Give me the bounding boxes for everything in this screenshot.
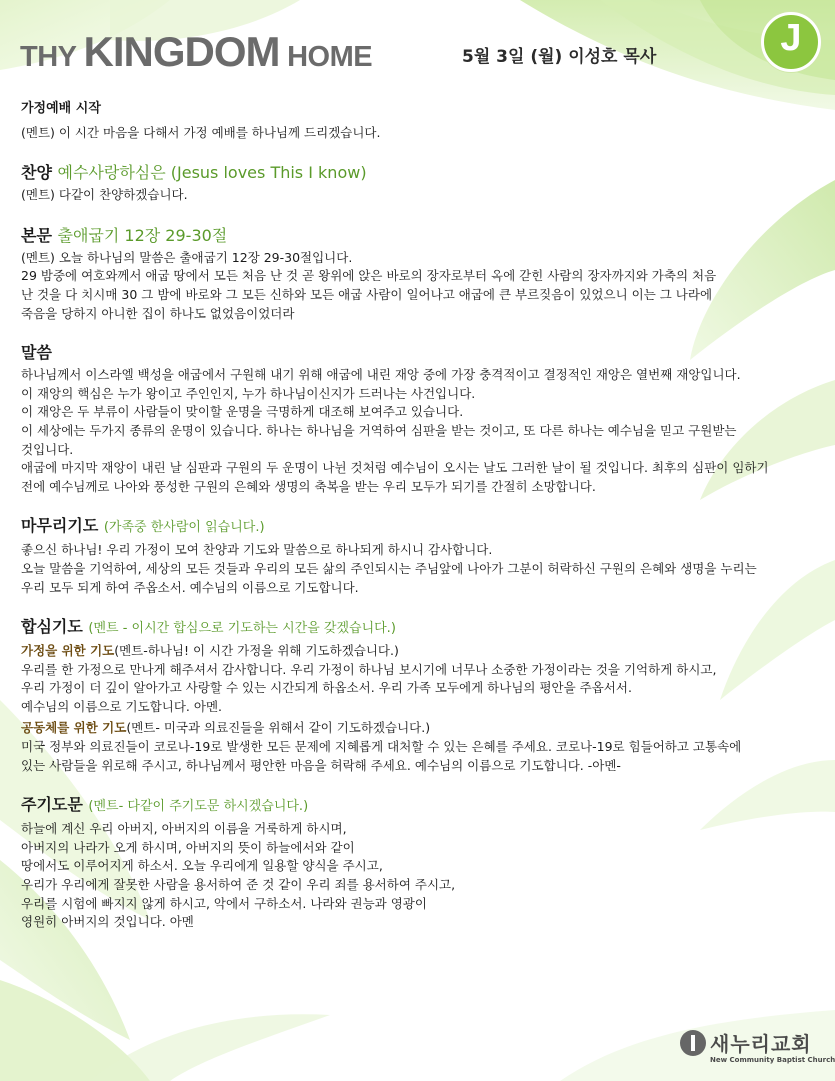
- closing-prayer-heading: [21, 515, 821, 539]
- closing-prayer-line: 좋으신 하나님! 우리 가정이 모여 찬양과 기도와 말씀으로 하나되게 하시니 감사합니다.: [21, 542, 493, 558]
- lords-prayer-label: 주기도문: [21, 795, 83, 815]
- section-sermon: [21, 342, 821, 496]
- family-prayer-label: 가정을 위한 기도: [21, 643, 115, 659]
- church-english-name: New Community Baptist Church: [710, 1056, 835, 1064]
- title-home: HOME: [279, 41, 373, 73]
- sermon-line: 애굽에 마지막 재앙이 내린 날 심판과 구원의 두 운명이 나뉜 것처럼 예수님이 오시는 날도 그러한 날이 될 것입니다. 최후의 심판이 임하기: [21, 460, 769, 476]
- sermon-line: 것입니다.: [21, 441, 74, 457]
- hymn-text: (멘트) 다같이 찬양하겠습니다.: [21, 187, 188, 203]
- unison-prayer-heading: [21, 616, 821, 640]
- scripture-line: 죽음을 당하지 아니한 집이 하나도 없었음이었더라: [21, 305, 295, 321]
- scripture-ref: 출애굽기 12장 29-30절: [57, 225, 228, 245]
- title-kingdom: KINGDOM: [83, 28, 280, 75]
- family-prayer-intro: [21, 642, 821, 661]
- church-mark-icon: [680, 1030, 706, 1056]
- unison-prayer-label: 합심기도: [21, 617, 83, 637]
- section-scripture: [21, 225, 821, 323]
- intro-text: (멘트) 이 시간 마음을 다해서 가정 예배를 하나님께 드리겠습니다.: [21, 124, 381, 140]
- hymn-heading: [21, 162, 821, 184]
- lords-prayer-heading: [21, 794, 821, 818]
- family-prayer-line: 우리 가정이 더 깊이 알아가고 사랑할 수 있는 시간되게 하옵소서. 우리 가족 모두에게 하나님의 평안을 주옵서서.: [21, 680, 632, 696]
- hymn-title: 예수사랑하심은 (Jesus loves This I know): [57, 163, 367, 183]
- church-logo: [680, 1030, 835, 1076]
- lords-prayer-line: 우리를 시험에 빠지지 않게 하시고, 악에서 구하소서. 나라와 권능과 영광이: [21, 895, 427, 911]
- section-hymn: [21, 162, 821, 205]
- page-title: [20, 28, 372, 76]
- family-prayer-line: 예수님의 이름으로 기도합니다. 아멘.: [21, 698, 222, 714]
- family-prayer-ment: (멘트-하나님! 이 시간 가정을 위해 기도하겠습니다.): [114, 643, 399, 659]
- section-intro: [21, 100, 821, 142]
- sermon-line: 이 세상에는 두가지 종류의 운명이 있습니다. 하나는 하나님을 거역하여 심판을 받는 것이고, 또 다른 하나는 예수님을 믿고 구원받는: [21, 422, 737, 438]
- community-prayer-label: 공동체를 위한 기도: [21, 720, 127, 736]
- logo-letter: J: [780, 17, 802, 59]
- closing-prayer-label: 마무리기도: [21, 516, 99, 536]
- church-name: 새누리교회: [710, 1032, 812, 1056]
- sermon-line: 이 재앙은 두 부류이 사람들이 맞이할 운명을 극명하게 대조해 보여주고 있습니다.: [21, 404, 464, 420]
- community-prayer-line: 있는 사람들을 위로해 주시고, 하나님께서 평안한 마음을 허락해 주세요. 예수님의 이름으로 기도합니다. -아멘-: [21, 757, 621, 773]
- intro-heading: 가정예배 시작: [21, 101, 101, 116]
- worship-guide: [21, 100, 821, 932]
- scripture-line: (멘트) 오늘 하나님의 말씀은 출애굽기 12장 29-30절입니다.: [21, 249, 353, 265]
- closing-prayer-line: 우리 모두 되게 하여 주옵소서. 예수님의 이름으로 기도합니다.: [21, 579, 359, 595]
- scripture-line: 29 밤중에 여호와께서 애굽 땅에서 모든 처음 난 것 곧 왕위에 앉은 바로의 장자로부터 옥에 갇힌 사람의 장자까지와 가축의 처음: [21, 268, 717, 284]
- community-prayer-intro: [21, 719, 821, 738]
- unison-prayer-note: (멘트 - 이시간 합심으로 기도하는 시간을 갖겠습니다.): [88, 621, 396, 637]
- closing-prayer-line: 오늘 말씀을 기억하여, 세상의 모든 것들과 우리의 모든 삶의 주인되시는 주님앞에 나아가 그분이 허락하신 구원의 은혜와 생명을 누리는: [21, 560, 757, 576]
- page-header: [0, 0, 835, 90]
- sermon-line: 이 재앙의 핵심은 누가 왕이고 주인인지, 누가 하나님이신지가 드러나는 사건입니다.: [21, 385, 476, 401]
- lords-prayer-line: 땅에서도 이루어지게 하소서. 오늘 우리에게 일용할 양식을 주시고,: [21, 858, 383, 874]
- community-prayer-ment: (멘트- 미국과 의료진들을 위해서 같이 기도하겠습니다.): [126, 720, 431, 736]
- family-prayer-line: 우리를 한 가정으로 만나게 해주셔서 감사합니다. 우리 가정이 하나님 보시기에 너무나 소중한 가정이라는 것을 기억하게 하시고,: [21, 661, 717, 677]
- scripture-heading: [21, 225, 821, 247]
- section-closing-prayer: [21, 515, 821, 597]
- closing-prayer-note: (가족중 한사람이 읽습니다.): [103, 520, 265, 536]
- sermon-line: 전에 예수님께로 나아와 풍성한 구원의 은혜와 생명의 축복을 받는 우리 모두가 되기를 간절히 소망합니다.: [21, 478, 596, 494]
- lords-prayer-line: 아버지의 나라가 오게 하시며, 아버지의 뜻이 하늘에서와 같이: [21, 839, 355, 855]
- scripture-line: 난 것을 다 치시매 30 그 밤에 바로와 그 모든 신하와 모든 애굽 사람이 일어나고 애굽에 큰 부르짖음이 있었으니 이는 그 나라에: [21, 286, 713, 302]
- sermon-line: 하나님께서 이스라엘 백성을 애굽에서 구원해 내기 위해 애굽에 내린 재앙 중에 가장 충격적이고 결정적인 재앙은 열번째 재앙입니다.: [21, 367, 741, 383]
- lords-prayer-note: (멘트- 다같이 주기도문 하시겠습니다.): [88, 799, 309, 815]
- lords-prayer-line: 하늘에 계신 우리 아버지, 아버지의 이름을 거룩하게 하시며,: [21, 821, 347, 837]
- sermon-heading: 말씀: [21, 343, 52, 363]
- section-lords-prayer: [21, 794, 821, 932]
- date-pastor-line: 5월 3일 (월) 이성호 목사: [462, 47, 657, 67]
- scripture-label: 본문: [21, 225, 52, 245]
- section-unison-prayer: [21, 616, 821, 775]
- hymn-label: 찬양: [21, 163, 52, 183]
- lords-prayer-line: 우리가 우리에게 잘못한 사람을 용서하여 준 것 같이 우리 죄를 용서하여 주시고,: [21, 877, 456, 893]
- title-thy: THY: [20, 41, 84, 73]
- j-logo-icon: [761, 12, 821, 72]
- community-prayer-line: 미국 정부와 의료진들이 코로나-19로 발생한 모든 문제에 지혜롭게 대처할 수 있는 은혜를 주세요. 코로나-19로 힘들어하고 고통속에: [21, 739, 742, 755]
- lords-prayer-line: 영원히 아버지의 것입니다. 아멘: [21, 914, 194, 930]
